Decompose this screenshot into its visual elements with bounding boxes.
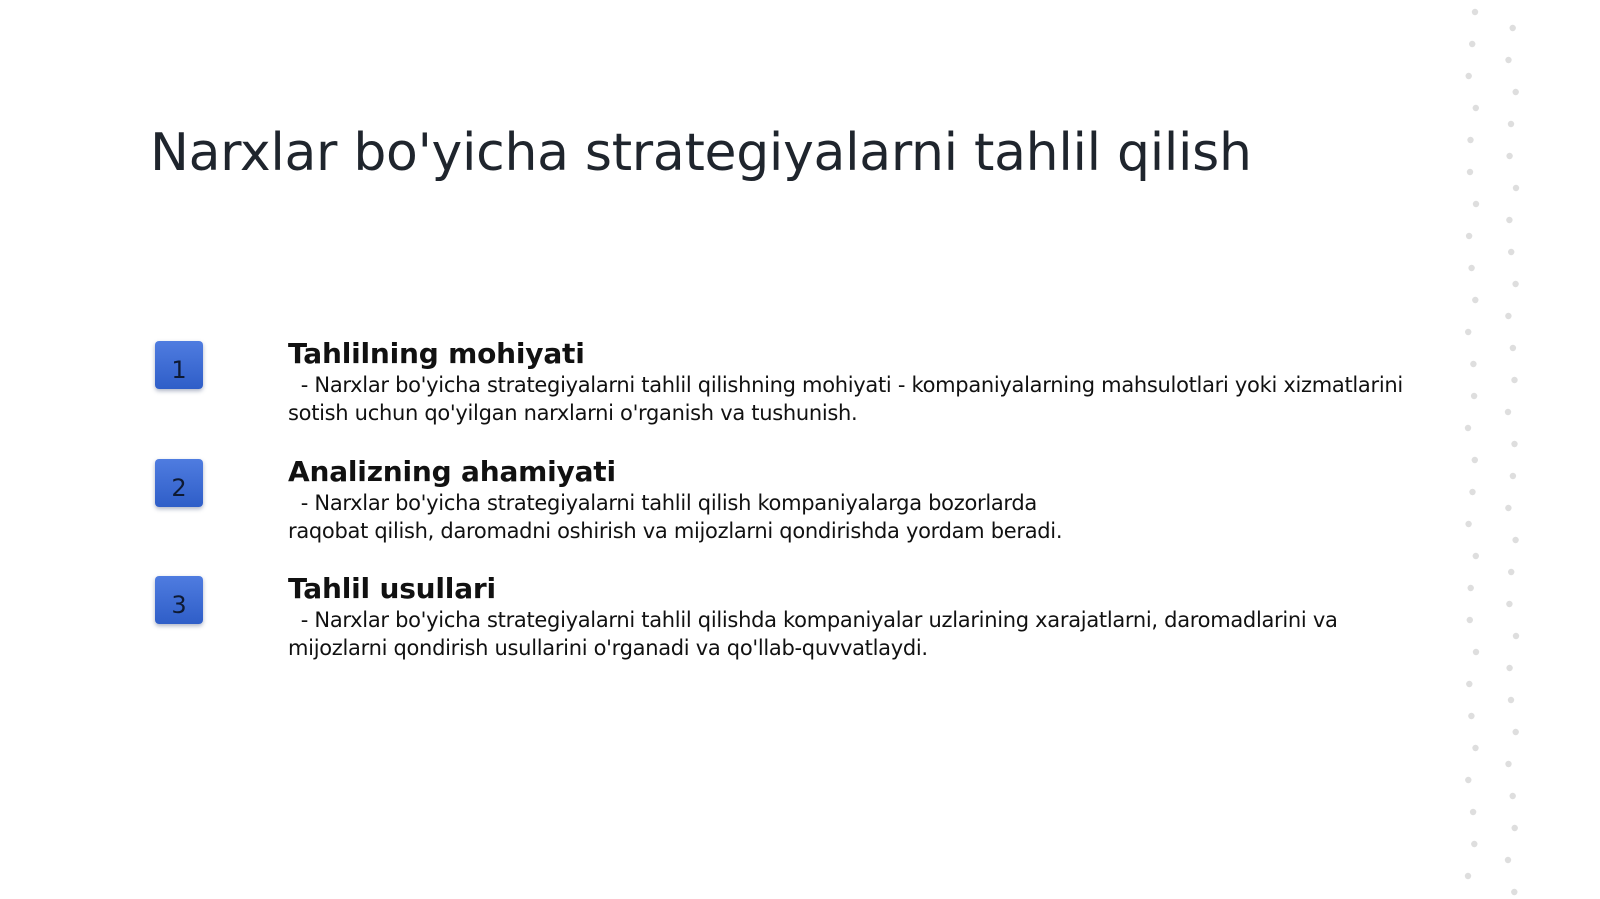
decorative-dot xyxy=(1470,361,1476,367)
decorative-dot xyxy=(1506,153,1512,159)
decorative-dot xyxy=(1508,121,1514,127)
decorative-dot xyxy=(1506,665,1512,671)
decorative-dot xyxy=(1512,281,1518,287)
decorative-dot xyxy=(1513,185,1519,191)
decorative-dot xyxy=(1472,9,1478,15)
decorative-dot xyxy=(1513,729,1519,735)
decorative-dot xyxy=(1510,345,1516,351)
decorative-dot xyxy=(1510,473,1516,479)
decorative-dot xyxy=(1470,809,1476,815)
decorative-dot xyxy=(1465,777,1471,783)
decorative-dot xyxy=(1511,441,1517,447)
decorative-dot xyxy=(1466,233,1472,239)
decorative-dot xyxy=(1512,537,1518,543)
decorative-dot xyxy=(1511,377,1517,383)
item-text xyxy=(288,337,1418,427)
decorative-dot xyxy=(1506,601,1512,607)
decorative-dot xyxy=(1512,825,1518,831)
decorative-dot xyxy=(1510,793,1516,799)
decorative-dot xyxy=(1469,41,1475,47)
item-body: - Narxlar bo'yicha strategiyalarni tahlil qilish kompaniyalarga bozorlarda raqobat qilish, daromadni oshirish va mijozlarni qondirishda yordam beradi. xyxy=(288,491,1063,543)
decorative-dot xyxy=(1466,73,1472,79)
decorative-dot xyxy=(1472,457,1478,463)
decorative-dot xyxy=(1505,313,1511,319)
decorative-dot xyxy=(1506,217,1512,223)
item-heading: Tahlil usullari xyxy=(288,572,496,605)
decorative-dot xyxy=(1508,697,1514,703)
decorative-dot xyxy=(1473,201,1479,207)
decorative-dot xyxy=(1505,761,1511,767)
decorative-dot xyxy=(1505,857,1511,863)
decorative-dot xyxy=(1465,873,1471,879)
decorative-dot xyxy=(1471,841,1477,847)
item-body: - Narxlar bo'yicha strategiyalarni tahlil qilishning mohiyati - kompaniyalarning mahsulotlari yoki xizmatlarini sotish uchun qo'yilgan narxlarni o'rganish va tushunish. xyxy=(288,373,1410,425)
decorative-dot xyxy=(1473,105,1479,111)
decorative-dot xyxy=(1505,57,1511,63)
decorative-dot xyxy=(1465,329,1471,335)
decorative-dot xyxy=(1467,617,1473,623)
item-heading: Tahlilning mohiyati xyxy=(288,337,585,370)
item-text xyxy=(288,572,1418,662)
decorative-dot xyxy=(1467,137,1473,143)
decorative-dot xyxy=(1465,425,1471,431)
decorative-dot xyxy=(1508,569,1514,575)
item-text xyxy=(288,455,1418,545)
number-badge: 2 xyxy=(155,459,203,507)
decorative-dot xyxy=(1511,889,1517,895)
decorative-dot xyxy=(1467,169,1473,175)
decorative-dot xyxy=(1471,393,1477,399)
decorative-dot xyxy=(1472,745,1478,751)
decorative-dot xyxy=(1513,633,1519,639)
decorative-dot xyxy=(1473,553,1479,559)
item-heading: Analizning ahamiyati xyxy=(288,455,616,488)
decorative-dot xyxy=(1510,25,1516,31)
decorative-dot xyxy=(1505,409,1511,415)
decorative-dot xyxy=(1473,649,1479,655)
decorative-dot xyxy=(1468,713,1474,719)
decorative-dot xyxy=(1513,89,1519,95)
number-badge: 3 xyxy=(155,576,203,624)
decorative-dot xyxy=(1465,521,1471,527)
decorative-dot xyxy=(1472,297,1478,303)
decorative-dot xyxy=(1508,249,1514,255)
decorative-dot xyxy=(1466,681,1472,687)
decorative-dot-pattern xyxy=(1450,0,1600,899)
slide-title: Narxlar bo'yicha strategiyalarni tahlil qilish xyxy=(150,123,1252,183)
decorative-dot xyxy=(1505,505,1511,511)
decorative-dot xyxy=(1468,265,1474,271)
decorative-dot xyxy=(1468,585,1474,591)
decorative-dot xyxy=(1469,489,1475,495)
item-body: - Narxlar bo'yicha strategiyalarni tahlil qilishda kompaniyalar uzlarining xarajatlarni, daromadlarini va mijozlarni qondirish usullarini o'rganadi va qo'llab-quvvatlaydi. xyxy=(288,608,1344,660)
number-badge: 1 xyxy=(155,341,203,389)
